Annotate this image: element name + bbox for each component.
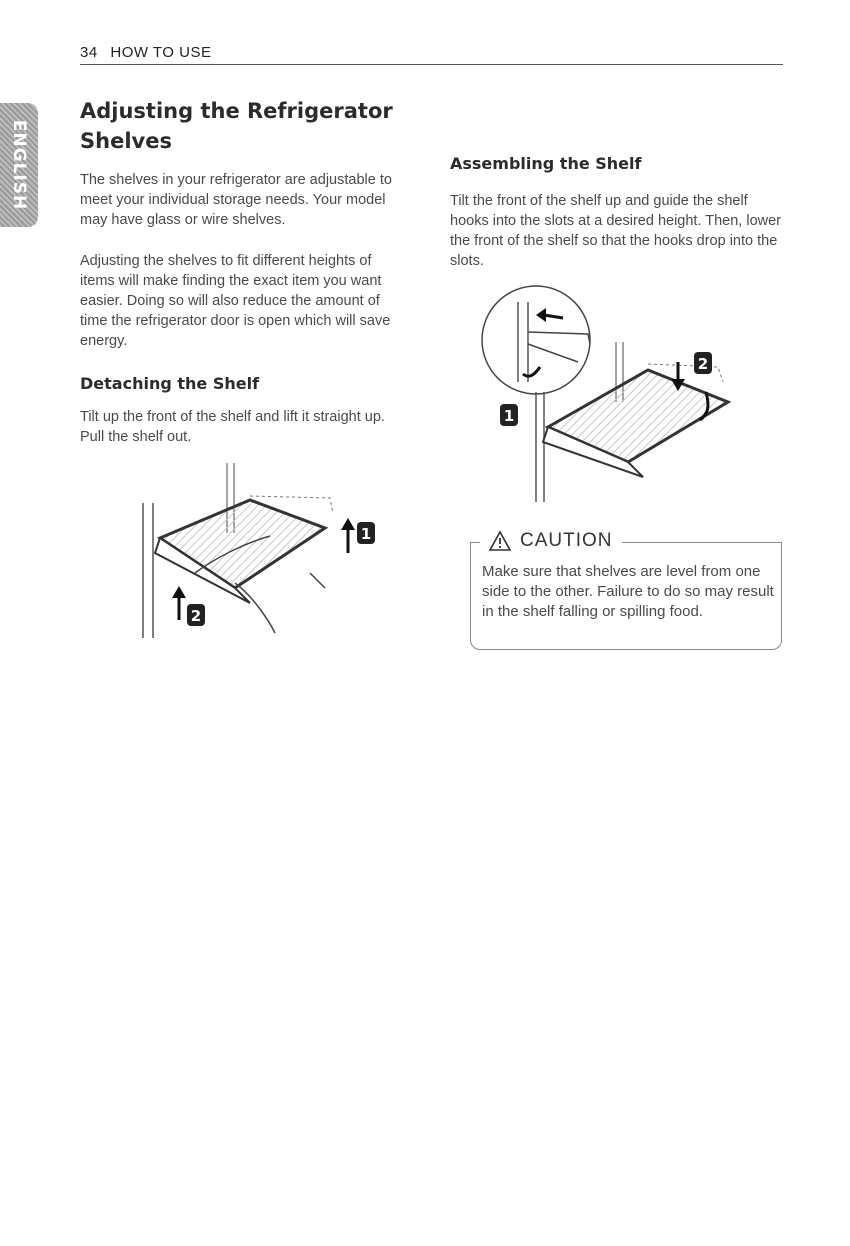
assemble-text: Tilt the front of the shelf up and guide the shelf hooks into the slots at a desired height. Then, lower the front of the shelf so that the hooks drop into the slots. [450,193,782,269]
language-tab [0,103,38,227]
detach-shelf-illustration [135,458,395,648]
page-number: 34 [80,44,98,61]
language-tab-label: ENGLISH [9,119,29,211]
assemble-shelf-illustration [478,282,738,507]
warning-triangle-icon [488,530,512,552]
assemble-heading: Assembling the Shelf [450,154,642,173]
detail-zoom-circle [482,286,590,394]
section-title: HOW TO USE [110,44,212,61]
detach-step-1-label: 1 [360,525,372,543]
assemble-step-2-label: 2 [697,355,709,373]
intro-paragraph-1: The shelves in your refrigerator are adjustable to meet your individual storage needs. Your model may have glass or wire shelves. [80,172,392,228]
intro-paragraph-2: Adjusting the shelves to fit different heights of items will make finding the exact item you want easier. Doing so will also reduce the amount of time the refrigerator door is open which will save energy. [80,253,391,349]
caution-title: CAUTION [520,530,613,551]
caution-text: Make sure that shelves are level from one side to the other. Failure to do so may result in the shelf falling or spilling food. [482,563,774,620]
detach-heading: Detaching the Shelf [80,374,260,393]
caution-header [484,530,617,552]
page-header [80,44,783,65]
assemble-step-1-label: 1 [503,407,515,425]
page-title: Adjusting the Refrigerator Shelves [80,99,393,153]
caution-box [470,530,782,650]
detach-text: Tilt up the front of the shelf and lift it straight up. Pull the shelf out. [80,409,385,445]
detach-step-2-label: 2 [190,607,202,625]
